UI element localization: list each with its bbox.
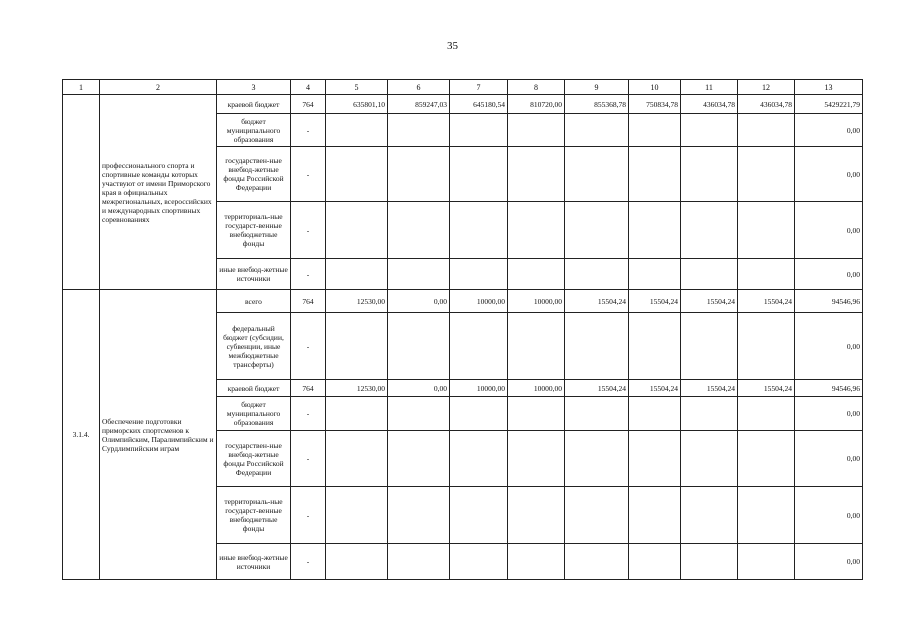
amount-cell: [738, 259, 795, 290]
amount-cell: [326, 487, 388, 544]
amount-cell: [326, 147, 388, 202]
amount-cell: [450, 431, 508, 487]
funding-source: всего: [217, 290, 291, 313]
header-cell: 11: [681, 80, 738, 95]
amount-cell: [565, 114, 629, 147]
amount-cell: 0,00: [388, 290, 450, 313]
amount-cell: [450, 147, 508, 202]
amount-cell: [388, 259, 450, 290]
amount-cell: [450, 259, 508, 290]
funding-source: государствен-ные внебюд-жетные фонды Российской Федерации: [217, 147, 291, 202]
amount-cell: [681, 544, 738, 580]
amount-cell: [565, 259, 629, 290]
amount-cell: [388, 487, 450, 544]
funding-source: бюджет муниципального образования: [217, 397, 291, 431]
amount-cell: [681, 259, 738, 290]
header-cell: 2: [100, 80, 217, 95]
amount-cell: [508, 202, 565, 259]
funding-source: иные внебюд-жетные источники: [217, 259, 291, 290]
amount-cell: [508, 114, 565, 147]
amount-cell: 15504,24: [629, 290, 681, 313]
amount-cell: [738, 397, 795, 431]
header-cell: 13: [795, 80, 863, 95]
amount-cell: 0,00: [795, 544, 863, 580]
item-description: Обеспечение подготовки приморских спортсменов к Олимпийским, Паралимпийским и Сурдлимпийским играм: [100, 290, 217, 580]
amount-cell: [326, 431, 388, 487]
header-cell: 4: [291, 80, 326, 95]
amount-cell: [388, 397, 450, 431]
amount-cell: [388, 544, 450, 580]
budget-code: 764: [291, 290, 326, 313]
amount-cell: [450, 313, 508, 380]
amount-cell: [326, 259, 388, 290]
header-cell: 10: [629, 80, 681, 95]
funding-source: территориаль-ные государст-венные внебюджетные фонды: [217, 487, 291, 544]
amount-cell: 810720,00: [508, 95, 565, 114]
budget-code: -: [291, 147, 326, 202]
table-row: [63, 290, 863, 313]
amount-cell: [450, 487, 508, 544]
amount-cell: [326, 544, 388, 580]
amount-cell: 15504,24: [565, 290, 629, 313]
amount-cell: [508, 431, 565, 487]
amount-cell: 5429221,79: [795, 95, 863, 114]
amount-cell: 0,00: [795, 397, 863, 431]
table-row: [63, 95, 863, 114]
amount-cell: [326, 114, 388, 147]
item-number: 3.1.4.: [63, 290, 100, 580]
table-header-row: [63, 80, 863, 95]
header-cell: 9: [565, 80, 629, 95]
amount-cell: 94546,96: [795, 380, 863, 397]
amount-cell: 0,00: [795, 114, 863, 147]
amount-cell: [629, 397, 681, 431]
page-number: 35: [447, 40, 458, 52]
amount-cell: 15504,24: [681, 380, 738, 397]
amount-cell: [508, 147, 565, 202]
funding-source: иные внебюд-жетные источники: [217, 544, 291, 580]
amount-cell: [629, 259, 681, 290]
amount-cell: [681, 202, 738, 259]
budget-code: 764: [291, 380, 326, 397]
amount-cell: 645180,54: [450, 95, 508, 114]
amount-cell: 0,00: [795, 313, 863, 380]
funding-source: государствен-ные внебюд-жетные фонды Российской Федерации: [217, 431, 291, 487]
budget-code: -: [291, 487, 326, 544]
amount-cell: [681, 431, 738, 487]
amount-cell: [508, 544, 565, 580]
amount-cell: [326, 313, 388, 380]
amount-cell: 0,00: [795, 487, 863, 544]
budget-code: -: [291, 114, 326, 147]
budget-table: [62, 79, 863, 580]
amount-cell: [629, 114, 681, 147]
budget-code: -: [291, 544, 326, 580]
table-body: [63, 80, 863, 580]
amount-cell: 15504,24: [629, 380, 681, 397]
header-cell: 12: [738, 80, 795, 95]
amount-cell: [738, 313, 795, 380]
amount-cell: 10000,00: [508, 290, 565, 313]
amount-cell: [388, 147, 450, 202]
amount-cell: [629, 487, 681, 544]
amount-cell: [681, 487, 738, 544]
amount-cell: [450, 397, 508, 431]
budget-code: 764: [291, 95, 326, 114]
budget-code: -: [291, 259, 326, 290]
amount-cell: 15504,24: [565, 380, 629, 397]
amount-cell: 0,00: [795, 259, 863, 290]
header-cell: 7: [450, 80, 508, 95]
budget-code: -: [291, 397, 326, 431]
amount-cell: [326, 202, 388, 259]
amount-cell: 436034,78: [738, 95, 795, 114]
amount-cell: [565, 431, 629, 487]
amount-cell: [629, 313, 681, 380]
amount-cell: 750834,78: [629, 95, 681, 114]
amount-cell: [738, 202, 795, 259]
amount-cell: [738, 431, 795, 487]
amount-cell: 12530,00: [326, 380, 388, 397]
amount-cell: [450, 544, 508, 580]
amount-cell: 12530,00: [326, 290, 388, 313]
amount-cell: [565, 544, 629, 580]
amount-cell: [565, 202, 629, 259]
amount-cell: 635801,10: [326, 95, 388, 114]
amount-cell: [508, 313, 565, 380]
amount-cell: [326, 397, 388, 431]
amount-cell: [450, 202, 508, 259]
header-cell: 6: [388, 80, 450, 95]
amount-cell: 436034,78: [681, 95, 738, 114]
budget-code: -: [291, 431, 326, 487]
amount-cell: [629, 202, 681, 259]
amount-cell: [681, 397, 738, 431]
amount-cell: 859247,03: [388, 95, 450, 114]
amount-cell: [565, 487, 629, 544]
amount-cell: [738, 147, 795, 202]
amount-cell: [738, 487, 795, 544]
amount-cell: 10000,00: [508, 380, 565, 397]
amount-cell: 10000,00: [450, 290, 508, 313]
item-number: [63, 95, 100, 290]
amount-cell: 15504,24: [738, 290, 795, 313]
funding-source: федеральный бюджет (субсидии, субвенции, иные межбюджетные трансферты): [217, 313, 291, 380]
amount-cell: [738, 544, 795, 580]
budget-code: -: [291, 313, 326, 380]
amount-cell: [629, 544, 681, 580]
header-cell: 5: [326, 80, 388, 95]
amount-cell: 10000,00: [450, 380, 508, 397]
header-cell: 8: [508, 80, 565, 95]
funding-source: территориаль-ные государст-венные внебюджетные фонды: [217, 202, 291, 259]
amount-cell: [508, 487, 565, 544]
amount-cell: [388, 202, 450, 259]
amount-cell: [388, 431, 450, 487]
funding-source: бюджет муниципального образования: [217, 114, 291, 147]
amount-cell: 0,00: [795, 431, 863, 487]
amount-cell: [629, 147, 681, 202]
amount-cell: 855368,78: [565, 95, 629, 114]
item-description: профессионального спорта и спортивные команды которых участвуют от имени Приморского края в официальных межрегиональных, всероссийских и международных спортивных соревнованиях: [100, 95, 217, 290]
amount-cell: 0,00: [388, 380, 450, 397]
amount-cell: [508, 259, 565, 290]
header-cell: 1: [63, 80, 100, 95]
amount-cell: [450, 114, 508, 147]
header-cell: 3: [217, 80, 291, 95]
budget-code: -: [291, 202, 326, 259]
amount-cell: [388, 313, 450, 380]
amount-cell: [565, 313, 629, 380]
amount-cell: 15504,24: [681, 290, 738, 313]
amount-cell: [681, 114, 738, 147]
amount-cell: [738, 114, 795, 147]
amount-cell: [565, 397, 629, 431]
amount-cell: [681, 147, 738, 202]
amount-cell: [388, 114, 450, 147]
amount-cell: [565, 147, 629, 202]
amount-cell: 0,00: [795, 202, 863, 259]
amount-cell: 94546,96: [795, 290, 863, 313]
funding-source: краевой бюджет: [217, 95, 291, 114]
amount-cell: [681, 313, 738, 380]
funding-source: краевой бюджет: [217, 380, 291, 397]
amount-cell: [508, 397, 565, 431]
amount-cell: 15504,24: [738, 380, 795, 397]
amount-cell: [629, 431, 681, 487]
amount-cell: 0,00: [795, 147, 863, 202]
